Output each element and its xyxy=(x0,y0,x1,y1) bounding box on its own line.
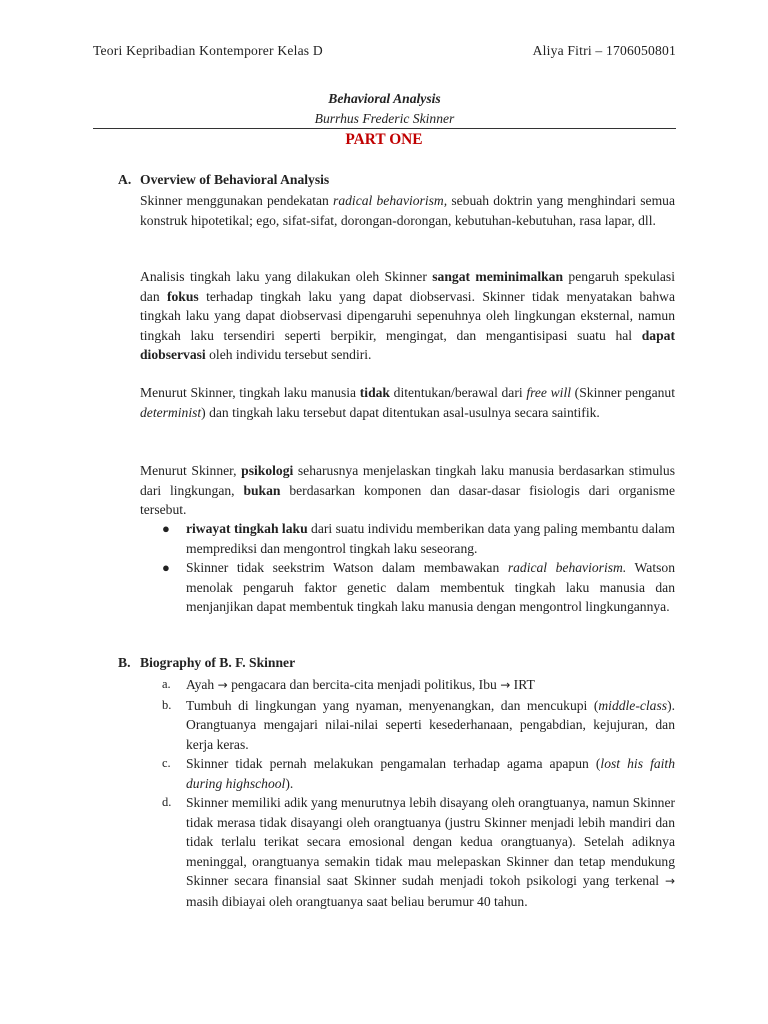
section-a-paragraph-1: Skinner menggunakan pendekatan radical behaviorism, sebuah doktrin yang menghindari semua konstruk hipotetikal; ego, sifat-sifat, dorongan-dorongan, kebutuhan-kebutuhan, rasa lapar, dll. xyxy=(140,193,675,228)
bullet-icon: ● xyxy=(162,521,170,536)
list-marker: c. xyxy=(162,756,171,770)
title-block xyxy=(93,89,676,129)
list-marker: b. xyxy=(162,697,172,712)
section-a-letter: A. xyxy=(118,172,132,187)
list-item: b. Tumbuh di lingkungan yang nyaman, menyenangkan, dan mencukupi (middle-class). Orangtuanya mengajari nilai-nilai seperti kesederhanaan, pengabdian, kejujuran, dan kerja keras. xyxy=(162,697,675,752)
header-author: Aliya Fitri – 1706050801 xyxy=(532,43,676,58)
title-divider xyxy=(93,128,676,129)
doc-subtitle: Burrhus Frederic Skinner xyxy=(314,111,455,126)
list-marker: a. xyxy=(162,677,171,691)
arrow-right-icon: → xyxy=(500,678,511,692)
part-title: PART ONE xyxy=(345,131,423,148)
header-course: Teori Kepribadian Kontemporer Kelas D xyxy=(93,43,323,58)
section-a-title: Overview of Behavioral Analysis xyxy=(140,172,330,187)
doc-title: Behavioral Analysis xyxy=(328,91,441,106)
list-item: d. Skinner memiliki adik yang menurutnya lebih disayang oleh orangtuanya, namun Skinner tidak merasa tidak disayangi oleh orangtuanya (justru Skinner menjadi lebih mandiri dan tidak terlalu terikat secara emosional dengan kedua orangtuanya). Setelah adiknya meninggal, orangtuanya semakin tidak mau melepaskan Skinner dan tetap mendukung Skinner secara finansial saat Skinner sudah menjadi tokoh psikologi yang terkenal → masih dibiayai oleh orangtuanya saat beliau berumur 40 tahun. xyxy=(162,795,675,909)
bullet-icon: ● xyxy=(162,560,170,575)
section-a-paragraph-4: Menurut Skinner, psikologi seharusnya menjelaskan tingkah laku manusia berdasarkan stimulus dari lingkungan, bukan berdasarkan komponen dan dasar-dasar fisiologis dari organisme tersebut. xyxy=(140,463,675,517)
page-header xyxy=(93,43,676,59)
section-b-letter: B. xyxy=(118,655,131,670)
arrow-right-icon: → xyxy=(664,874,675,888)
section-a-paragraph-3: Menurut Skinner, tingkah laku manusia tidak ditentukan/berawal dari free will (Skinner penganut determinist) dan tingkah laku tersebut dapat ditentukan asal-usulnya secara saintifik. xyxy=(140,385,675,420)
section-b-title: Biography of B. F. Skinner xyxy=(140,655,296,670)
list-marker: d. xyxy=(162,795,172,809)
section-a-bullet-list xyxy=(162,519,675,617)
list-item: ● riwayat tingkah laku dari suatu individu memberikan data yang paling membantu dalam memprediksi dan mengontrol tingkah laku seseorang. xyxy=(162,521,675,556)
list-item: ● Skinner tidak seekstrim Watson dalam membawakan radical behaviorism. Watson menolak pengaruh faktor genetic dalam membentuk tingkah laku manusia dan menjanjikan dapat membentuk tingkah laku manusia dengan mengontrol lingkungannya. xyxy=(162,560,675,614)
section-a-paragraph-2: Analisis tingkah laku yang dilakukan oleh Skinner sangat meminimalkan pengaruh spekulasi dan fokus terhadap tingkah laku yang dapat diobservasi. Skinner tidak menyatakan bahwa tingkah laku yang dapat diobservasi dipengaruhi sepenuhnya oleh lingkungan eksternal, namun tingkah laku tersendiri seperti berpikir, mengingat, dan mengantisipasi suatu hal dapat diobservasi oleh individu tersebut sendiri. xyxy=(140,269,675,362)
section-b-list xyxy=(162,675,675,911)
list-item: a. Ayah → pengacara dan bercita-cita menjadi politikus, Ibu → IRT xyxy=(162,675,675,696)
arrow-right-icon: → xyxy=(217,678,228,692)
list-item: c. Skinner tidak pernah melakukan pengamalan terhadap agama apapun (lost his faith during highschool). xyxy=(162,756,676,791)
